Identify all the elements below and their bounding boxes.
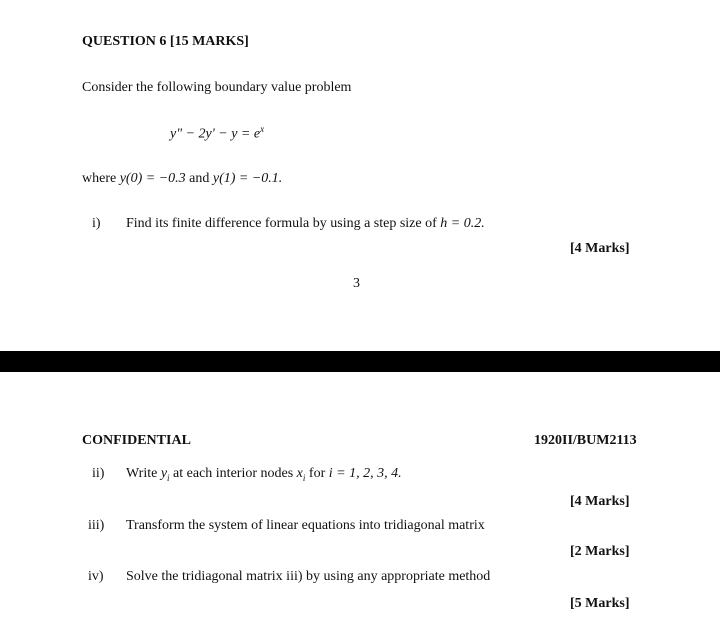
- part-ii-label: ii): [92, 466, 105, 481]
- where-word: where: [82, 171, 117, 186]
- y-base: y: [160, 466, 168, 481]
- part-iii-text: Transform the system of linear equations into tridiagonal matrix: [126, 518, 485, 533]
- part-i-label: i): [92, 216, 101, 231]
- y-subscript: i: [167, 472, 170, 483]
- part-i-text: Find its finite difference formula by using a step size of: [126, 216, 437, 231]
- equation-rhs-base: e: [253, 126, 261, 142]
- part-iv-text: Solve the tridiagonal matrix iii) by using any appropriate method: [126, 569, 491, 584]
- equation-lhs: y" − 2y' − y =: [170, 126, 251, 142]
- part-ii-question: [126, 466, 402, 483]
- part-i-math: h = 0.2.: [440, 216, 485, 231]
- part-i-question: [126, 216, 485, 232]
- intro-text: Consider the following boundary value problem: [82, 80, 352, 95]
- boundary-conditions: [82, 171, 282, 187]
- x-subscript: i: [302, 472, 306, 483]
- x-i: [297, 466, 306, 481]
- part-iv-marks: [5 Marks]: [570, 596, 630, 611]
- part-i-marks: [4 Marks]: [570, 241, 630, 256]
- index-range: i = 1, 2, 3, 4.: [328, 466, 402, 481]
- question-title: QUESTION 6 [15 MARKS]: [82, 34, 249, 49]
- x-base: x: [296, 466, 303, 481]
- page-divider: [0, 351, 720, 372]
- condition-2: y(1) = −0.1.: [212, 171, 283, 186]
- part-ii-marks: [4 Marks]: [570, 494, 630, 509]
- part-ii-text-2: at each interior nodes: [173, 466, 294, 481]
- page-number: 3: [353, 276, 360, 291]
- confidential-header: CONFIDENTIAL: [82, 433, 191, 448]
- and-word: and: [189, 171, 210, 186]
- part-iii-label: iii): [88, 518, 105, 533]
- course-code-header: 1920II/BUM2113: [534, 433, 637, 448]
- y-i: [161, 466, 170, 481]
- part-iv-label: iv): [88, 569, 104, 584]
- part-ii-text-1: Write: [126, 466, 158, 481]
- condition-1: y(0) = −0.3: [119, 171, 186, 186]
- differential-equation: [170, 124, 264, 143]
- part-iii-marks: [2 Marks]: [570, 544, 630, 559]
- part-ii-text-3: for: [308, 466, 326, 481]
- equation-rhs-exponent: x: [260, 124, 265, 134]
